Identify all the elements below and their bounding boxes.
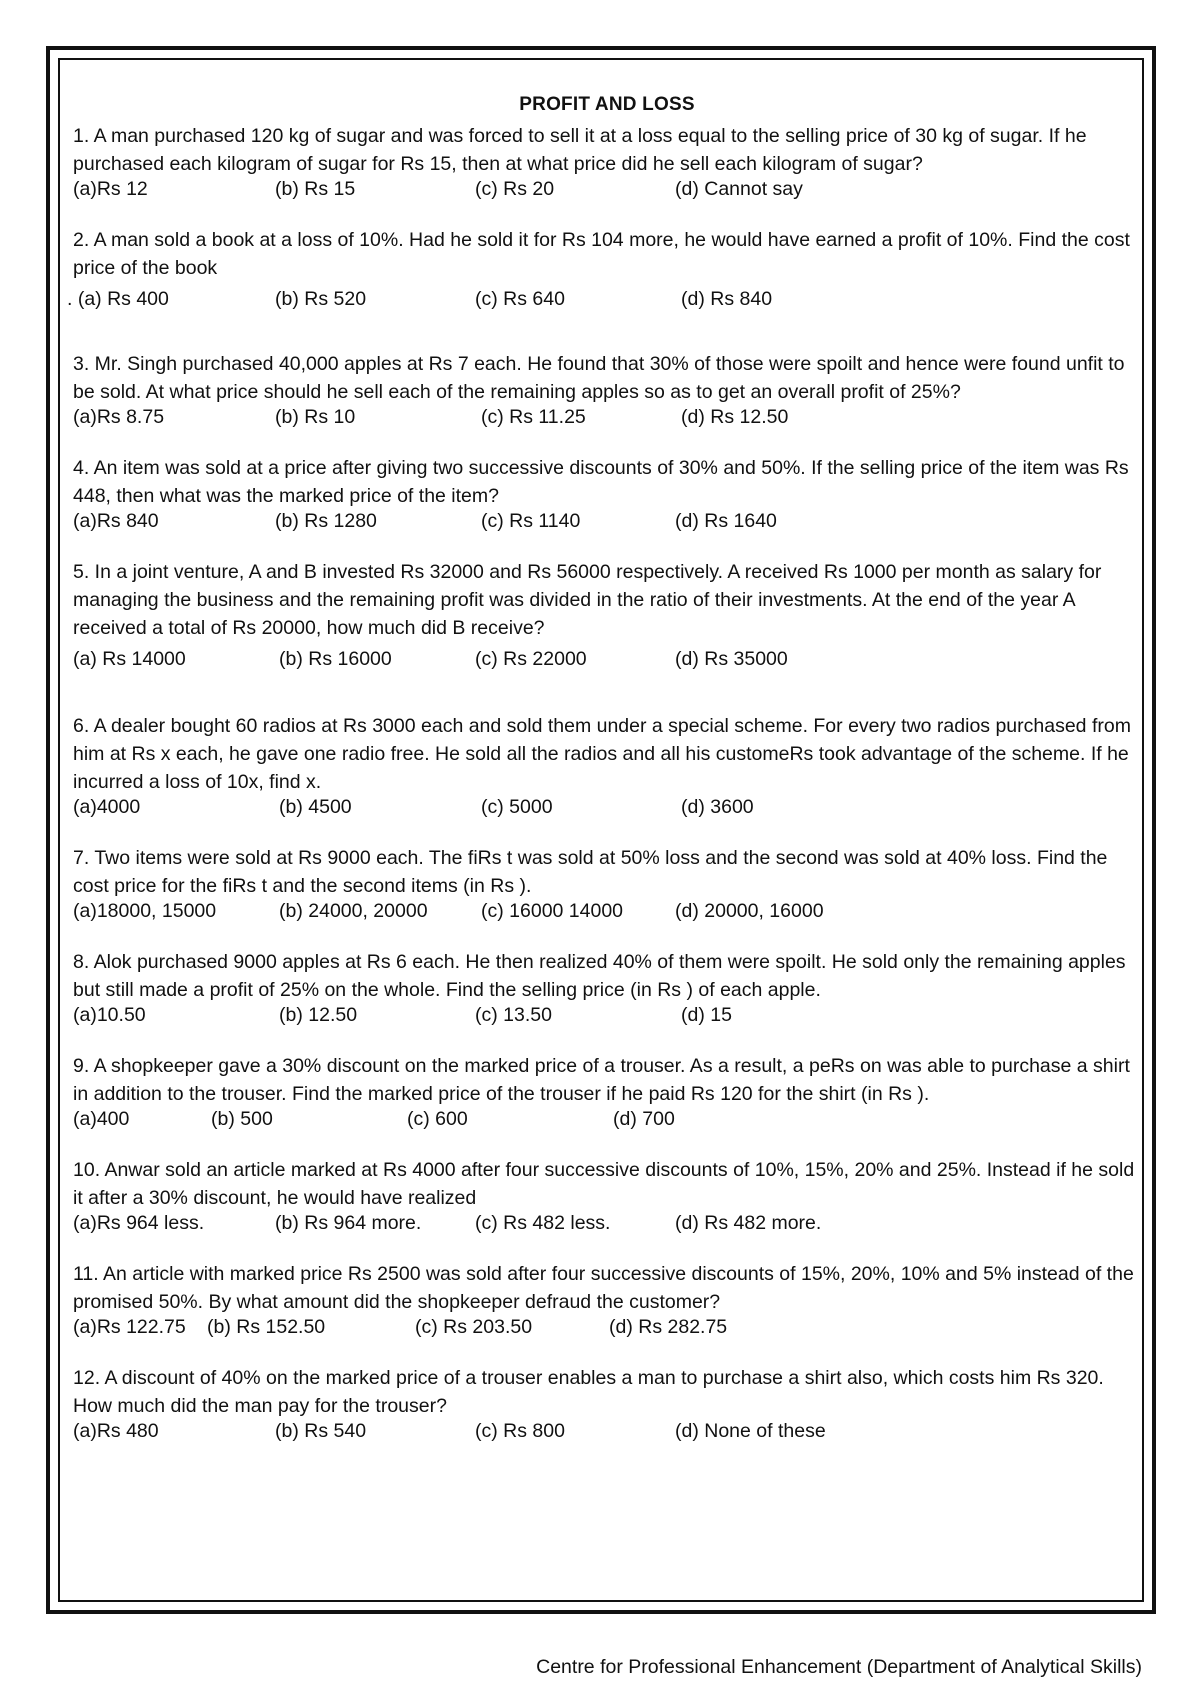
option-b: (b) 12.50 (279, 1004, 358, 1026)
options-row (73, 506, 1141, 536)
option-b: (b) Rs 540 (275, 1420, 367, 1442)
option-d: (d) 700 (613, 1108, 675, 1130)
question-1 (73, 122, 1141, 204)
option-d: (d) 20000, 16000 (675, 900, 824, 922)
options-row (73, 644, 1141, 674)
question-9 (73, 1052, 1141, 1134)
option-d: (d) Rs 1640 (675, 510, 777, 532)
option-c: (c) Rs 11.25 (481, 406, 586, 428)
option-a: (a)Rs 840 (73, 510, 159, 532)
options-row (67, 284, 1141, 314)
option-a: (a)10.50 (73, 1004, 146, 1026)
option-b: (b) 4500 (279, 796, 352, 818)
options-row (73, 792, 1141, 822)
option-b: (b) Rs 964 more. (275, 1212, 422, 1234)
option-d: (d) 3600 (681, 796, 754, 818)
question-7 (73, 844, 1141, 926)
option-d: (d) None of these (675, 1420, 826, 1442)
question-text: 5. In a joint venture, A and B invested Rs 32000 and Rs 56000 respectively. A received Rs 1000 per month as salary for managing the business and the remaining profit was divided in the ratio of their investments. At the end of the year A received a total of Rs 20000, how much did B receive? (73, 561, 1102, 639)
question-3 (73, 350, 1141, 432)
option-a: (a)Rs 8.75 (73, 406, 165, 428)
option-c: (c) 5000 (481, 796, 553, 818)
option-c: (c) Rs 22000 (475, 648, 587, 670)
option-a: . (a) Rs 400 (67, 288, 169, 310)
question-8 (73, 948, 1141, 1030)
question-text: 7. Two items were sold at Rs 9000 each. The fiRs t was sold at 50% loss and the second was sold at 40% loss. Find the cost price for the fiRs t and the second items (in Rs ). (73, 847, 1108, 897)
question-text: 6. A dealer bought 60 radios at Rs 3000 each and sold them under a special scheme. For every two radios purchased from him at Rs x each, he gave one radio free. He sold all the radios and all his customeRs took advantage of the scheme. If he incurred a loss of 10x, find x. (73, 715, 1131, 793)
option-c: (c) Rs 640 (475, 288, 565, 310)
option-b: (b) Rs 1280 (275, 510, 377, 532)
option-a: (a)4000 (73, 796, 141, 818)
option-d: (d) Rs 12.50 (681, 406, 789, 428)
question-11 (73, 1260, 1141, 1342)
option-a: (a) Rs 14000 (73, 648, 186, 670)
question-6 (73, 712, 1141, 822)
option-a: (a)Rs 122.75 (73, 1316, 186, 1338)
question-5 (73, 558, 1141, 674)
option-b: (b) Rs 16000 (279, 648, 392, 670)
options-row (73, 1208, 1141, 1238)
option-c: (c) Rs 203.50 (415, 1316, 533, 1338)
option-a: (a)Rs 480 (73, 1420, 159, 1442)
question-text: 9. A shopkeeper gave a 30% discount on the marked price of a trouser. As a result, a peRs on was able to purchase a shirt in addition to the trouser. Find the marked price of the trouser if he paid Rs 120 for the shirt (in Rs ). (73, 1055, 1130, 1105)
option-d: (d) Rs 840 (681, 288, 773, 310)
worksheet-content (67, 94, 1141, 1446)
option-d: (d) Cannot say (675, 178, 803, 200)
option-c: (c) Rs 800 (475, 1420, 565, 1442)
question-text: 1. A man purchased 120 kg of sugar and was forced to sell it at a loss equal to the selling price of 30 kg of sugar. If he purchased each kilogram of sugar for Rs 15, then at what price did he sell each kilogram of sugar? (73, 125, 1087, 175)
question-text: 10. Anwar sold an article marked at Rs 4000 after four successive discounts of 10%, 15%, 20% and 25%. Instead if he sold it after a 30% discount, he would have realized (73, 1159, 1135, 1209)
question-2 (67, 226, 1141, 314)
question-text: 11. An article with marked price Rs 2500 was sold after four successive discounts of 15%, 20%, 10% and 5% instead of the promised 50%. By what amount did the shopkeeper defraud the customer? (73, 1263, 1134, 1313)
options-row (73, 1312, 1141, 1342)
option-d: (d) 15 (681, 1004, 732, 1026)
question-10 (73, 1156, 1141, 1238)
option-a: (a)Rs 964 less. (73, 1212, 205, 1234)
question-text: 12. A discount of 40% on the marked price of a trouser enables a man to purchase a shirt also, which costs him Rs 320. How much did the man pay for the trouser? (73, 1367, 1104, 1417)
options-row (73, 402, 1141, 432)
option-d: (d) Rs 35000 (675, 648, 788, 670)
option-b: (b) Rs 520 (275, 288, 367, 310)
option-c: (c) Rs 1140 (481, 510, 581, 532)
question-text: 8. Alok purchased 9000 apples at Rs 6 each. He then realized 40% of them were spoilt. He sold only the remaining apples but still made a profit of 25% on the whole. Find the selling price (in Rs ) of each apple. (73, 951, 1126, 1001)
option-c: (c) Rs 482 less. (475, 1212, 611, 1234)
option-b: (b) Rs 152.50 (207, 1316, 326, 1338)
question-text: 3. Mr. Singh purchased 40,000 apples at Rs 7 each. He found that 30% of those were spoilt and hence were found unfit to be sold. At what price should he sell each of the remaining apples so as to get an overall profit of 25%? (73, 353, 1125, 403)
option-b: (b) 500 (211, 1108, 273, 1130)
option-d: (d) Rs 482 more. (675, 1212, 822, 1234)
option-c: (c) 13.50 (475, 1004, 552, 1026)
options-row (73, 1416, 1141, 1446)
option-a: (a)Rs 12 (73, 178, 148, 200)
option-c: (c) Rs 20 (475, 178, 555, 200)
page-title: PROFIT AND LOSS (519, 94, 695, 115)
question-4 (73, 454, 1141, 536)
option-b: (b) Rs 15 (275, 178, 356, 200)
options-row (73, 1104, 1141, 1134)
options-row (73, 896, 1141, 926)
question-12 (73, 1364, 1141, 1446)
option-d: (d) Rs 282.75 (609, 1316, 728, 1338)
option-a: (a)18000, 15000 (73, 900, 217, 922)
option-c: (c) 16000 14000 (481, 900, 624, 922)
option-b: (b) Rs 10 (275, 406, 356, 428)
option-b: (b) 24000, 20000 (279, 900, 428, 922)
question-text: 4. An item was sold at a price after giving two successive discounts of 30% and 50%. If the selling price of the item was Rs 448, then what was the marked price of the item? (73, 457, 1129, 507)
question-text: 2. A man sold a book at a loss of 10%. Had he sold it for Rs 104 more, he would have earned a profit of 10%. Find the cost price of the book (73, 229, 1130, 279)
option-a: (a)400 (73, 1108, 130, 1130)
options-row (73, 174, 1141, 204)
option-c: (c) 600 (407, 1108, 468, 1130)
page-footer: Centre for Professional Enhancement (Department of Analytical Skills) (536, 1656, 1142, 1678)
options-row (73, 1000, 1141, 1030)
